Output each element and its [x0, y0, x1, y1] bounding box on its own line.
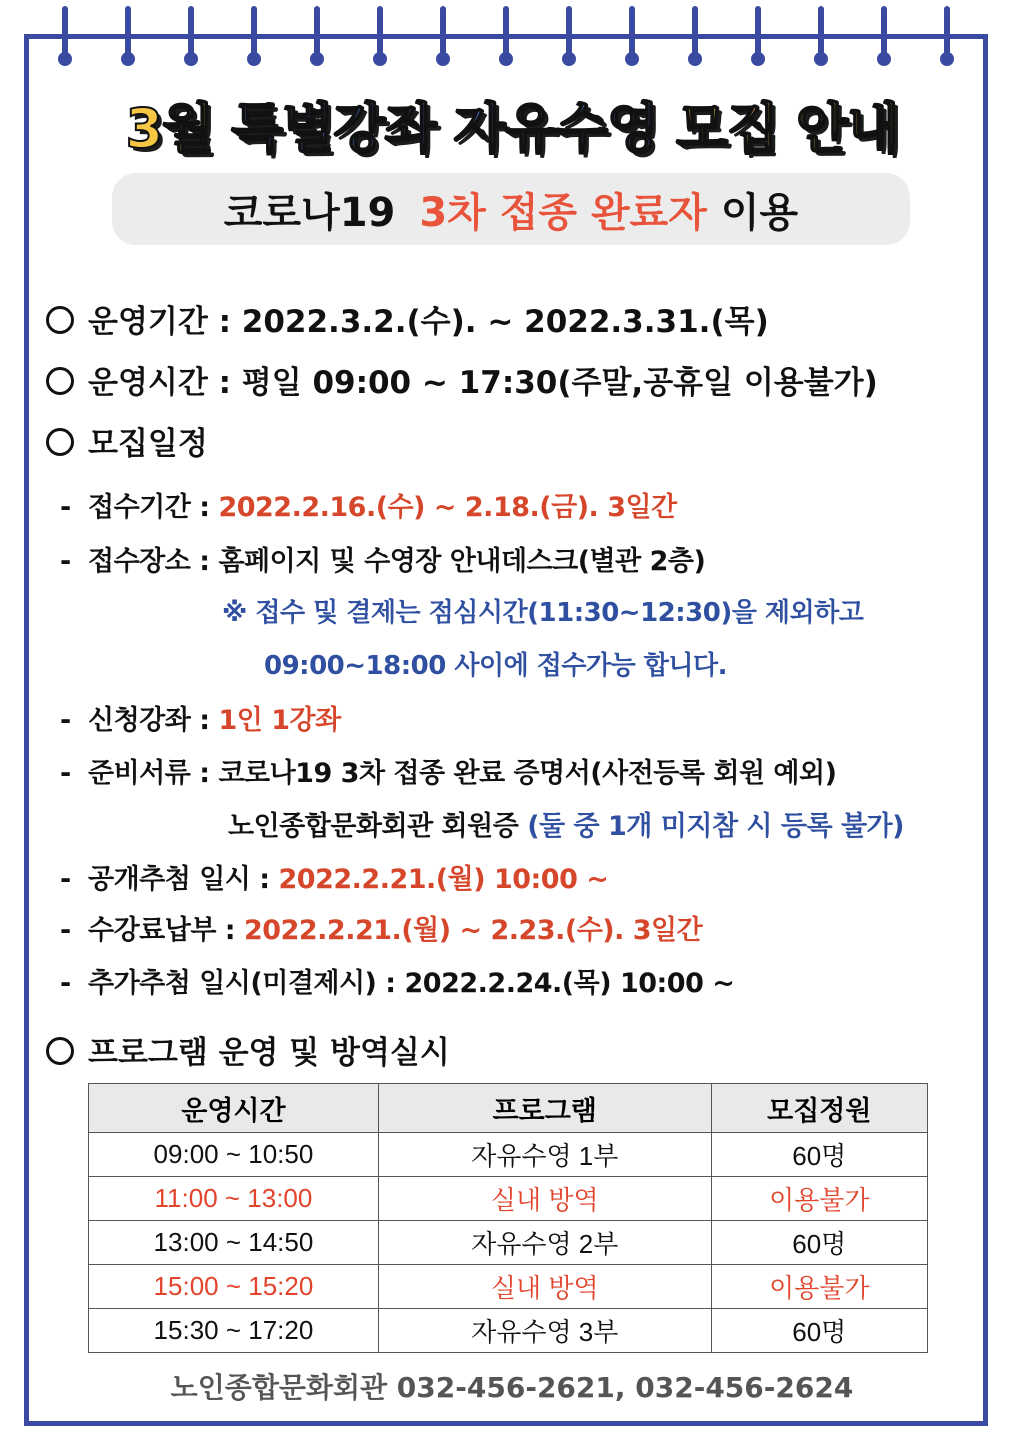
- subtitle-banner: 코로나19 3차 접종 완료자 이용: [112, 173, 910, 245]
- table-cell: 11:00 ~ 13:00: [89, 1177, 379, 1221]
- table-cell: 09:00 ~ 10:50: [89, 1133, 379, 1177]
- table-cell: 이용불가: [711, 1177, 927, 1221]
- table-cell: 13:00 ~ 14:50: [89, 1221, 379, 1265]
- operation-hours: 운영시간 : 평일 09:00 ~ 17:30(주말,공휴일 이용불가): [46, 357, 878, 402]
- circle-bullet-icon: [46, 367, 74, 395]
- table-row: [89, 1177, 928, 1221]
- table-cell: 60명: [711, 1309, 927, 1353]
- public-draw: - 공개추첨 일시 : 2022.2.21.(월) 10:00 ~: [60, 864, 609, 895]
- column-header: 모집정원: [711, 1084, 927, 1133]
- binder-ring-icon: [940, 6, 954, 68]
- binder-ring-icon: [373, 6, 387, 68]
- table-row: [89, 1133, 928, 1177]
- binder-ring-icon: [184, 6, 198, 68]
- binder-ring-icon: [499, 6, 513, 68]
- binder-ring-icon: [58, 6, 72, 68]
- table-row: [89, 1221, 928, 1265]
- circle-bullet-icon: [46, 1037, 74, 1065]
- schedule-heading: 모집일정: [46, 418, 208, 463]
- table-row: [89, 1265, 928, 1309]
- table-cell: 실내 방역: [378, 1265, 711, 1309]
- binder-ring-icon: [247, 6, 261, 68]
- table-cell: 이용불가: [711, 1265, 927, 1309]
- circle-bullet-icon: [46, 306, 74, 334]
- course-limit: - 신청강좌 : 1인 1강좌: [60, 705, 341, 736]
- operation-period: 운영기간 : 2022.3.2.(수). ~ 2022.3.31.(목): [46, 296, 769, 341]
- program-table: [88, 1083, 928, 1353]
- binder-ring-icon: [751, 6, 765, 68]
- binder-ring-icon: [121, 6, 135, 68]
- binder-ring-icon: [562, 6, 576, 68]
- table-header-row: [89, 1084, 928, 1133]
- binder-ring-icon: [877, 6, 891, 68]
- program-heading: 프로그램 운영 및 방역실시: [46, 1027, 450, 1072]
- column-header: 프로그램: [378, 1084, 711, 1133]
- page-title: 3월 특별강좌 자유수영 모집 안내: [125, 97, 899, 160]
- extra-draw: - 추가추첨 일시(미결제시) : 2022.2.24.(목) 10:00 ~: [60, 968, 735, 999]
- table-cell: 15:30 ~ 17:20: [89, 1309, 379, 1353]
- column-header: 운영시간: [89, 1084, 379, 1133]
- table-cell: 15:00 ~ 15:20: [89, 1265, 379, 1309]
- required-docs-line2: 노인종합문화회관 회원증 (둘 중 1개 미지참 시 등록 불가): [228, 811, 904, 842]
- table-cell: 60명: [711, 1221, 927, 1265]
- binder-rings: [0, 0, 1024, 80]
- reception-note-line2: 09:00~18:00 사이에 접수가능 합니다.: [264, 651, 727, 681]
- reception-period: - 접수기간 : 2022.2.16.(수) ~ 2.18.(금). 3일간: [60, 492, 677, 523]
- fee-payment: - 수강료납부 : 2022.2.21.(월) ~ 2.23.(수). 3일간: [60, 915, 703, 946]
- binder-ring-icon: [436, 6, 450, 68]
- table-cell: 자유수영 1부: [378, 1133, 711, 1177]
- reception-place: - 접수장소 : 홈페이지 및 수영장 안내데스크(별관 2층): [60, 546, 706, 577]
- binder-ring-icon: [625, 6, 639, 68]
- contact-footer: 노인종합문화회관 032-456-2621, 032-456-2624: [170, 1371, 854, 1404]
- table-row: [89, 1309, 928, 1353]
- circle-bullet-icon: [46, 428, 74, 456]
- table-cell: 60명: [711, 1133, 927, 1177]
- binder-ring-icon: [310, 6, 324, 68]
- binder-ring-icon: [814, 6, 828, 68]
- table-cell: 실내 방역: [378, 1177, 711, 1221]
- table-cell: 자유수영 2부: [378, 1221, 711, 1265]
- required-docs: - 준비서류 : 코로나19 3차 접종 완료 증명서(사전등록 회원 예외): [60, 758, 837, 789]
- reception-note-line1: ※ 접수 및 결제는 점심시간(11:30~12:30)을 제외하고: [222, 598, 864, 628]
- binder-ring-icon: [688, 6, 702, 68]
- table-cell: 자유수영 3부: [378, 1309, 711, 1353]
